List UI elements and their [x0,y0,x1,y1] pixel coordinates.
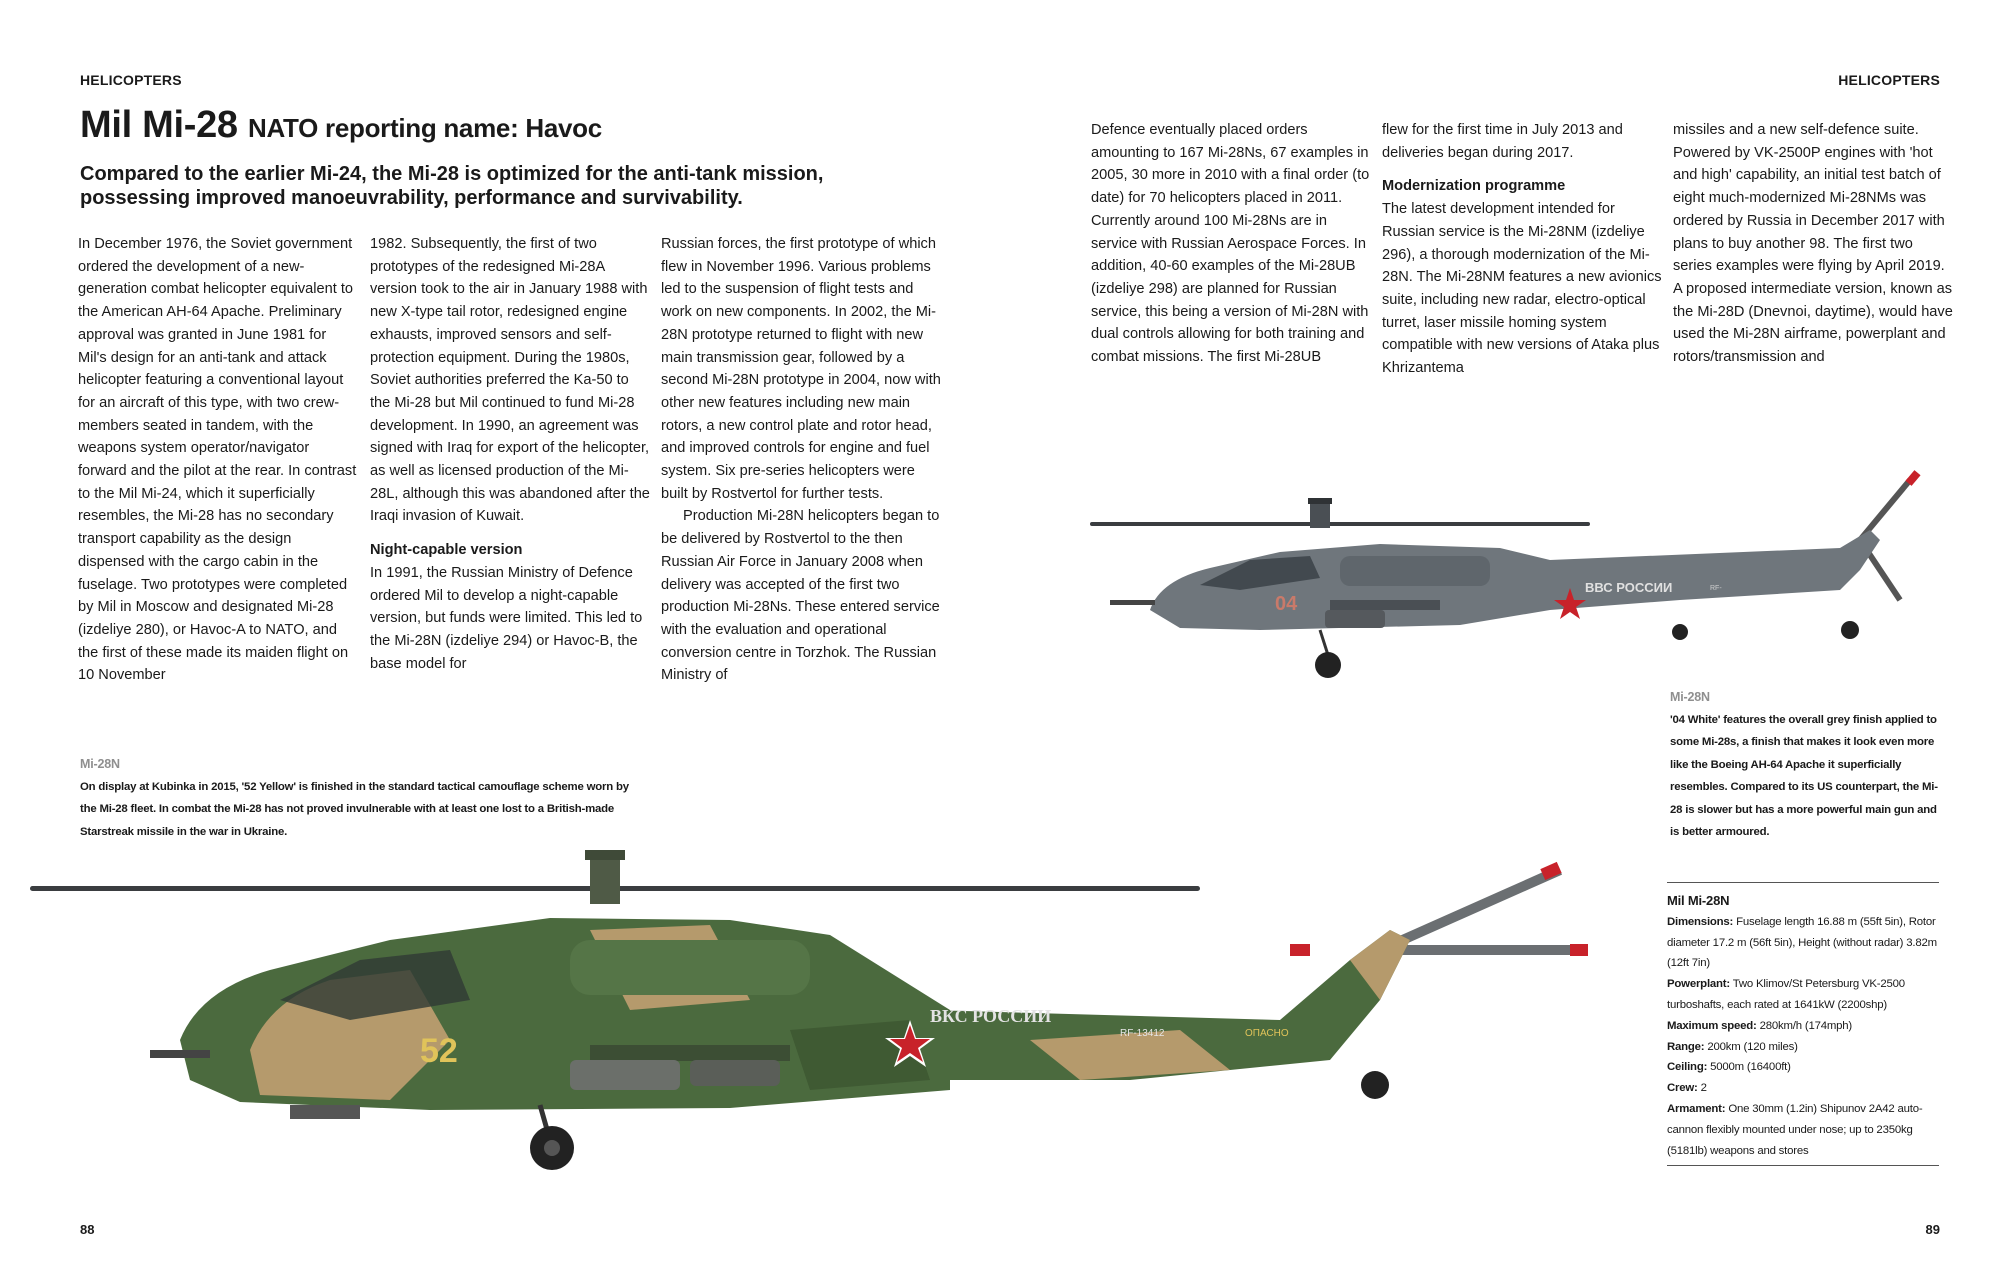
engine-nacelle [570,940,810,995]
column-text: In 1991, the Russian Ministry of Defence ordered Mil to develop a night-capable version, but funds were limited. This led to the Mi-28N (izdeliye 294) or Havoc-B, the base model for [370,564,643,672]
illustration-grey-mi28n [1080,460,1980,700]
page-number-right: 89 [1925,1222,1940,1237]
text-column-2 [370,233,652,675]
caption-text: On display at Kubinka in 2015, '52 Yellow' is finished in the standard tactical camouflage scheme worn by the Mi-28 fleet. In combat the Mi-28 has not proved invulnerable with at least one lost to a British-made Starstreak missile in the war in Ukraine. [80,780,629,838]
caption-text: '04 White' features the overall grey finish applied to some Mi-28s, a finish that makes it look even more like the Boeing AH-64 Apache it superficially resembles. Compared to its US counterpart, the Mi-28 is slower but has a more powerful main gun and is better armoured. [1670,713,1938,838]
spec-row: Crew: 2 [1667,1082,1707,1095]
lead-paragraph: Compared to the earlier Mi-24, the Mi-28 is optimized for the anti-tank mission, possessing improved manoeuvrability, performance and survivability. [80,163,824,209]
aircraft-number: 52 [420,1032,458,1070]
column-text: Russian forces, the first prototype of which flew in November 1996. Various problems led to the suspension of flight tests and work on new components. In 2002, the Mi-28N prototype returned to flight with new main transmission gear, followed by a second Mi-28N prototype in 2004, now with other new features including new main rotors, a new control plate and rotor head, and improved controls for engine and fuel system. Six pre-series helicopters were built by Rostvertol for further tests. [661,236,941,502]
nose-cannon [290,1105,360,1119]
text-column-1 [78,233,358,687]
engine-nacelle [1340,556,1490,586]
nose-probe [150,1050,210,1058]
spec-row: Range: 200km (120 miles) [1667,1040,1798,1053]
caption-title: Mi-28N [80,757,120,771]
column-text: Defence eventually placed orders amounting to 167 Mi-28Ns, 67 examples in 2005, 30 more in 2010 with a final order (to date) for 70 helicopters placed in 2011. Currently around 100 Mi-28Ns are in service with Russian Aerospace Forces. In addition, 40-60 examples of the Mi-28UB (izdeliye 298) are planned for Russian service, this being a version of Mi-28N with dual controls allowing for both training and combat missions. The first Mi-28UB [1091,122,1370,366]
title-main: Mil Mi-28 [80,104,238,146]
serial-number: RF-13412 [1120,1028,1165,1039]
tail-warning-text: ОПАСНО [1245,1028,1289,1039]
stub-wing [590,1045,790,1061]
heading-modernization: Modernization programme [1382,178,1566,195]
heading-night-capable: Night-capable version [370,542,523,559]
weapon-pod [1325,610,1385,628]
spec-row: Maximum speed: 280km/h (174mph) [1667,1019,1852,1032]
text-column-3 [661,233,943,687]
spec-title: Mil Mi-28N [1667,893,1730,908]
column-text: flew for the first time in July 2013 and deliveries began during 2017. [1382,122,1623,161]
spec-row: Powerplant: Two Klimov/St Petersburg VK-2500 turboshafts, each rated at 1641kW (2200shp) [1667,978,1905,1011]
stub-wing [1330,600,1440,610]
insignia-text: ВВС РОССИИ [1585,580,1673,595]
column-text: 1982. Subsequently, the first of two prototypes of the redesigned Mi-28A version took to the air in January 1988 with new X-type tail rotor, redesigned engine exhausts, improved sensors and self-protection equipment. During the 1980s, Soviet authorities preferred the Ka-50 to the Mi-28 but Mil continued to fund Mi-28 development. In 1990, an agreement was signed with Iraq for export of the helicopter, as well as licensed production of the Mi-28L, although this was abandoned after the Iraqi invasion of Kuwait. [370,236,650,525]
tail-rotor-blade [1380,870,1560,950]
spec-row: Ceiling: 5000m (16400ft) [1667,1061,1791,1074]
text-column-6 [1673,119,1955,369]
tail-rotor-blade [1860,480,1910,540]
page-number-left: 88 [80,1222,95,1237]
column-text: Production Mi-28N helicopters began to be delivered by Rostvertol to the then Russian Air Force in January 2008 when delivery was accepted of the first two production Mi-28Ns. These entered service with the evaluation and operational conversion centre in Torzhok. The Russian Ministry of [661,508,940,684]
nose-probe [1110,600,1155,605]
spec-row: Armament: One 30mm (1.2in) Shipunov 2A42 auto-cannon flexibly mounted under nose; up to 2350kg (5181lb) weapons and stores [1667,1102,1923,1157]
page-title [80,104,602,147]
landing-wheel [1315,652,1341,678]
illustration-camo-mi28n [30,840,1630,1190]
weapon-pod [570,1060,680,1090]
rotor-mast [590,854,620,904]
text-column-5 [1382,119,1664,380]
rotor-mast [1310,500,1330,528]
column-text: In December 1976, the Soviet government ordered the development of a new-generation combat helicopter equivalent to the American AH-64 Apache. Preliminary approval was granted in June 1981 for Mil's design for an anti-tank and attack helicopter featuring a conventional layout for an aircraft of this type, with two crew-members seated in tandem, with the weapons system operator/navigator forward and the pilot at the rear. In contrast to the Mil Mi-24, which it superficially resembles, the Mi-28 has no secondary transport capability as the design dispensed with the cargo cabin in the fuselage. Two prototypes were completed by Mil in Moscow and designated Mi-28 (izdeliye 280), or Havoc-A to NATO, and the first of these made its maiden flight on 10 November [78,236,357,684]
text-column-4 [1091,119,1373,369]
section-header-left: HELICOPTERS [80,72,182,88]
spec-row: Dimensions: Fuselage length 16.88 m (55ft 5in), Rotor diameter 17.2 m (56ft 5in), Height (without radar) 3.82m (12ft 7in) [1667,915,1937,970]
section-header-right: HELICOPTERS [1838,72,1940,88]
serial-number: RF- [1710,585,1722,592]
caption-right [1670,686,1945,844]
spec-box [1667,882,1939,1166]
column-text: missiles and a new self-defence suite. Powered by VK-2500P engines with 'hot and high' capability, an initial test batch of eight much-modernized Mi-28NMs was ordered by Russia in December 2017 with plans to buy another 98. The first two series examples were flying by April 2019. A proposed intermediate version, known as the Mi-28D (Dnevnoi, daytime), would have used the Mi-28N airframe, powerplant and rotors/transmission and [1673,122,1953,366]
insignia-text: ВКС РОССИИ [930,1006,1052,1026]
caption-title: Mi-28N [1670,690,1710,704]
title-nato-name: NATO reporting name: Havoc [248,113,602,143]
main-rotor-blade [1090,522,1590,526]
aircraft-number: 04 [1275,593,1298,615]
caption-left [80,753,640,843]
column-text: The latest development intended for Russian service is the Mi-28NM (izdeliye 296), a thorough modernization of the Mi-28N. The Mi-28NM features a new avionics suite, including new radar, electro-optical turret, laser missile homing system compatible with new versions of Ataka plus Khrizantema [1382,201,1662,377]
